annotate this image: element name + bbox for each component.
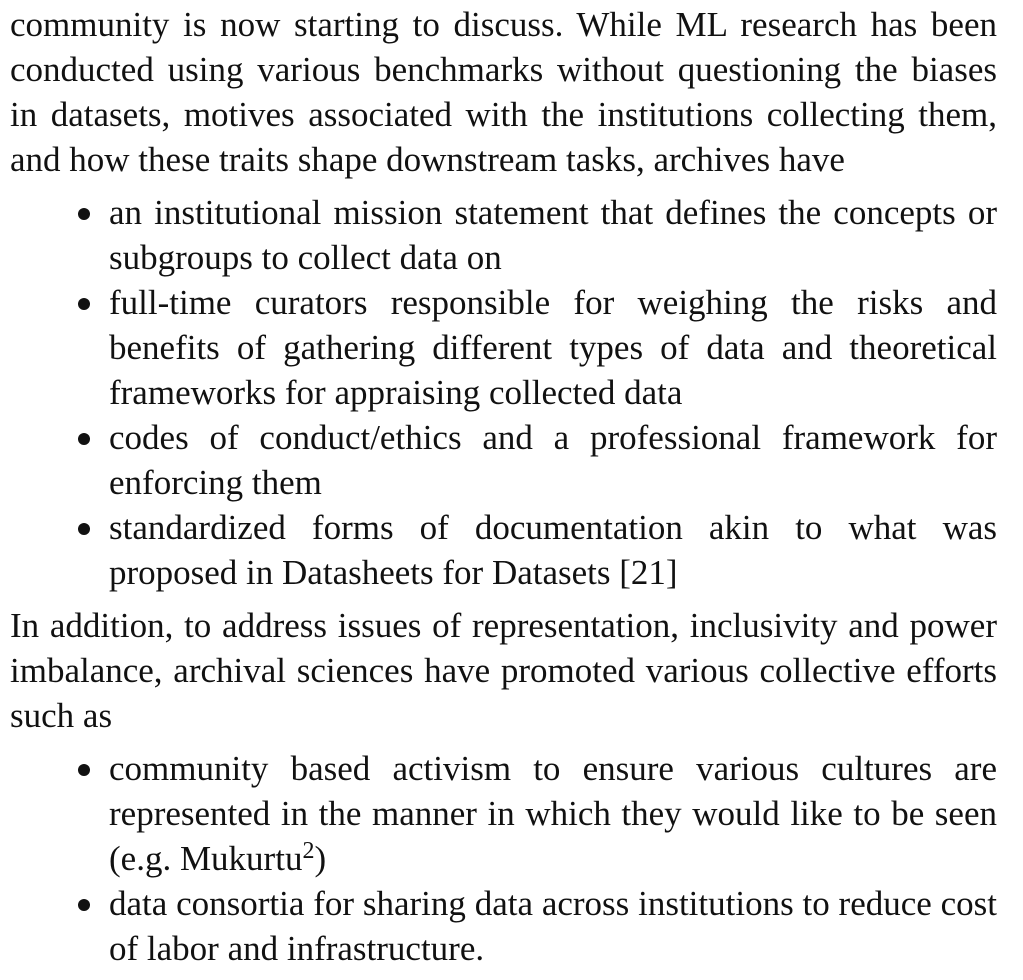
paragraph-archives-intro: community is now starting to discuss. While ML research has been conducted using various benchmarks without questioning the biases in datasets, motives associated with the institutions collecting them, and how these traits shape downstream tasks, archives have — [10, 5, 997, 179]
collective-efforts-list — [10, 746, 997, 971]
list-item-text: standardized forms of documentation akin to what was proposed in Datasheets for Datasets [21] — [109, 508, 997, 592]
bullet-icon — [78, 899, 90, 911]
footnote-marker[interactable]: 2 — [302, 838, 315, 864]
list-item-text: full-time curators responsible for weighing the risks and benefits of gathering different types of data and theoretical frameworks for appraising collected data — [109, 283, 997, 412]
list-item-text: data consortia for sharing data across institutions to reduce cost of labor and infrastructure. — [109, 884, 997, 968]
bullet-icon — [78, 298, 90, 310]
bullet-icon — [78, 433, 90, 445]
bullet-icon — [78, 764, 90, 776]
list-item — [109, 415, 997, 505]
list-item — [109, 881, 997, 971]
bullet-icon — [78, 208, 90, 220]
list-item-text: community based activism to ensure various cultures are represented in the manner in which they would like to be seen (e.g. Mukurtu — [109, 749, 997, 878]
list-item — [109, 190, 997, 280]
list-item-text: an institutional mission statement that defines the concepts or subgroups to collect data on — [109, 193, 997, 277]
list-item — [109, 505, 997, 595]
archive-features-list — [10, 190, 997, 595]
list-item-text: codes of conduct/ethics and a professional framework for enforcing them — [109, 418, 997, 502]
list-item — [109, 746, 997, 881]
list-item-text-close: ) — [314, 839, 327, 878]
list-item — [109, 280, 997, 415]
bullet-icon — [78, 523, 90, 535]
paragraph-collective-efforts: In addition, to address issues of representation, inclusivity and power imbalance, archival sciences have promoted various collective efforts such as — [10, 606, 997, 735]
